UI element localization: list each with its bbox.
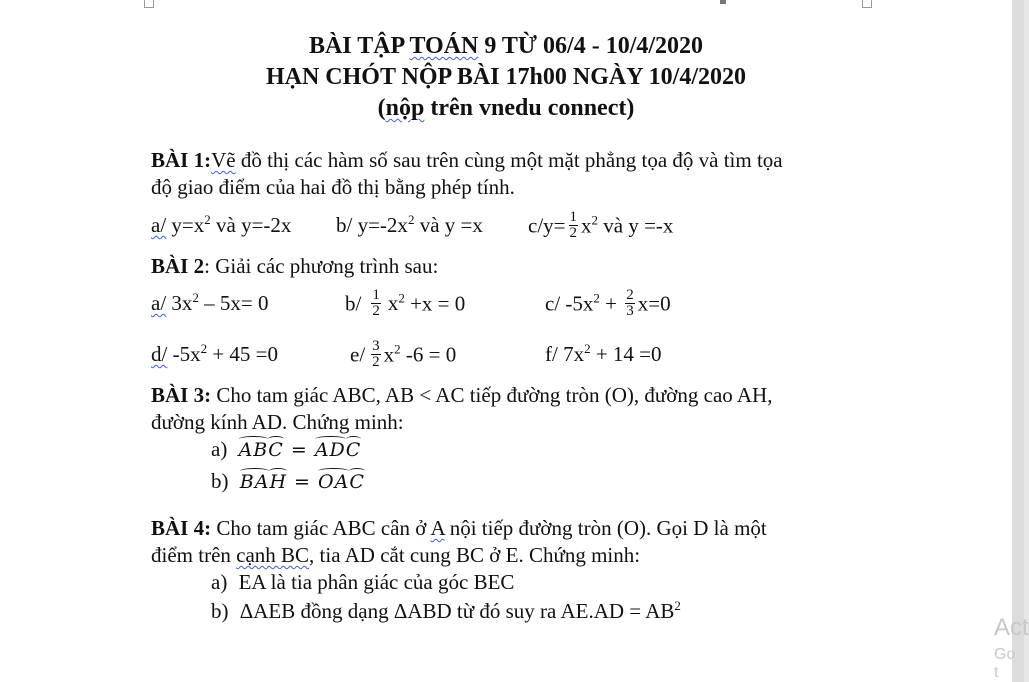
bai3-line-1: BÀI 3: Cho tam giác ABC, AB < AC tiếp đường tròn (O), đường cao AH, [151, 383, 773, 407]
bai1-item-b: b/ $y=-2x^2$ và y =x [336, 212, 483, 237]
bai3-item-a: a) ABC = ADC [211, 437, 362, 461]
bai1-line-1: BÀI 1:Vẽ đồ thị các hàm số sau trên cùng một mặt phẳng tọa độ và tìm tọa [151, 148, 783, 172]
bai2-item-c: c/ $-5x^2$ + $\frac{2}{3}$ x=0 [545, 287, 671, 319]
fraction: $\frac{2}{3}$ [626, 287, 634, 319]
angle-equation: ABC = ADC [238, 439, 362, 461]
bai4-item-a: a) EA là tia phân giác của góc BEC [211, 570, 515, 594]
bai2-item-a: a/ $3x^2 - 5x= 0$ [151, 290, 269, 315]
bai4-line-1: BÀI 4: Cho tam giác ABC cân ở A nội tiếp đường tròn (O). Gọi D là một [151, 516, 767, 540]
bai1-line-2: độ giao điểm của hai đồ thị bằng phép tính. [151, 175, 515, 199]
bai2-item-e: e/ $\frac{3}{2}$ $x^2$ -6 = 0 [350, 338, 457, 370]
fraction: $\frac{1}{2}$ [569, 209, 577, 241]
bai4-line-2: điểm trên cạnh BC, tia AD cắt cung BC ở E. Chứng minh: [151, 543, 641, 567]
bai1-label: BÀI 1: [151, 148, 212, 172]
title-line-3: (nộp trên vnedu connect) [377, 95, 635, 121]
angle-equation: BAH = OAC [239, 471, 365, 493]
activate-windows-watermark: Act [994, 614, 1029, 641]
bai2-item-b: b/ $\frac{1}{2}$ $x^2 +x = 0$ [345, 287, 466, 319]
bai2-label: BÀI 2 [151, 254, 205, 278]
bai2-item-f: f/ $7x^2 + 14 =0$ [545, 341, 662, 366]
bai3-label: BÀI 3: [151, 383, 212, 407]
margin-corner-mark [144, 0, 154, 8]
page-edge-shadow [1012, 0, 1024, 682]
ruler-tick-mark [720, 0, 726, 4]
fraction: $\frac{1}{2}$ [372, 287, 380, 319]
fraction: $\frac{3}{2}$ [372, 338, 380, 370]
title-line-2: HẠN CHÓT NỘP BÀI 17h00 NGÀY 10/4/2020 [265, 64, 747, 90]
bai2-item-d: d/ $-5x^2 + 45 =0$ [151, 341, 279, 366]
bai3-item-b: b) BAH = OAC [211, 469, 365, 493]
title-line-1: BÀI TẬP TOÁN 9 TỪ 06/4 - 10/4/2020 [308, 33, 704, 59]
margin-corner-mark [862, 0, 872, 8]
activate-windows-watermark-sub: Go t [994, 646, 1016, 681]
bai1-item-c: c/y= $\frac{1}{2}$ $x^2$ và y =-x [528, 209, 674, 241]
bai3-line-2: đường kính AD. Chứng minh: [151, 410, 404, 434]
bai4-item-b: b) ΔAEB đồng dạng ΔABD từ đó suy ra $AE.AD = AB^2$ [211, 598, 681, 623]
bai4-label: BÀI 4: [151, 516, 212, 540]
bai2-intro: BÀI 2: Giải các phương trình sau: [151, 254, 439, 278]
bai1-item-a: a/ $y=x^2$ và y=-2x [151, 212, 292, 237]
